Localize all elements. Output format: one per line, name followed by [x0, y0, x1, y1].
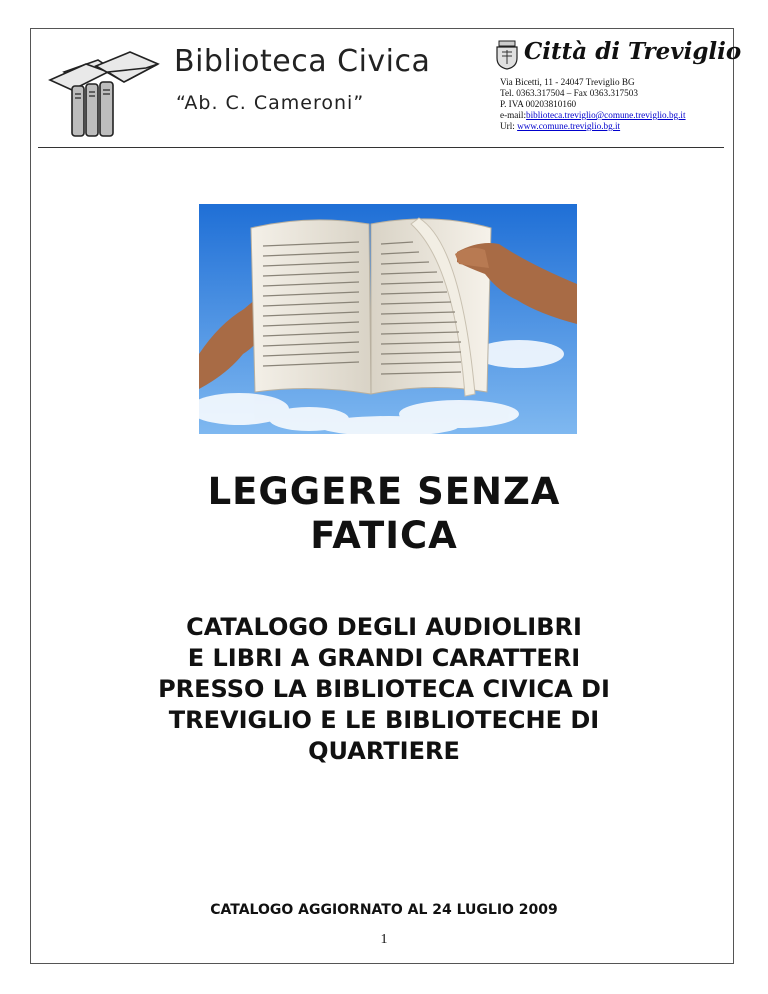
library-name: Biblioteca Civica — [174, 44, 431, 79]
subtitle-line: QUARTIERE — [308, 737, 460, 765]
vat-number: P. IVA 00203810160 — [500, 99, 577, 109]
title-line: LEGGERE SENZA — [207, 470, 561, 513]
document-subtitle — [0, 612, 768, 767]
catalog-updated-note: CATALOGO AGGIORNATO AL 24 LUGLIO 2009 — [210, 902, 558, 918]
city-name: Città di Treviglio — [524, 38, 742, 65]
subtitle-line: TREVIGLIO E LE BIBLIOTECHE DI — [168, 706, 600, 734]
website-link[interactable]: www.comune.treviglio.bg.it — [517, 121, 621, 131]
url-label: Url: — [500, 121, 518, 131]
subtitle-line: CATALOGO DEGLI AUDIOLIBRI — [186, 613, 582, 641]
email-line — [500, 110, 686, 121]
url-line — [500, 121, 686, 132]
address: Via Bicetti, 11 - 24047 Treviglio BG — [500, 77, 635, 87]
phone-fax: Tel. 0363.317504 – Fax 0363.317503 — [500, 88, 638, 98]
cover-photo-open-book — [199, 204, 577, 434]
library-logo-books-icon — [46, 42, 164, 142]
title-line: FATICA — [310, 514, 458, 557]
email-label: e-mail: — [500, 110, 527, 120]
contact-block — [500, 77, 686, 132]
subtitle-line: PRESSO LA BIBLIOTECA CIVICA DI — [158, 675, 610, 703]
subtitle-line: E LIBRI A GRANDI CARATTERI — [187, 644, 581, 672]
email-link[interactable]: biblioteca.treviglio@comune.treviglio.bg.it — [526, 110, 686, 120]
library-subtitle: “Ab. C. Cameroni” — [176, 92, 365, 114]
header-divider — [38, 147, 724, 148]
document-title — [0, 470, 768, 558]
city-crest-icon — [494, 40, 520, 70]
page-number: 1 — [380, 932, 388, 947]
